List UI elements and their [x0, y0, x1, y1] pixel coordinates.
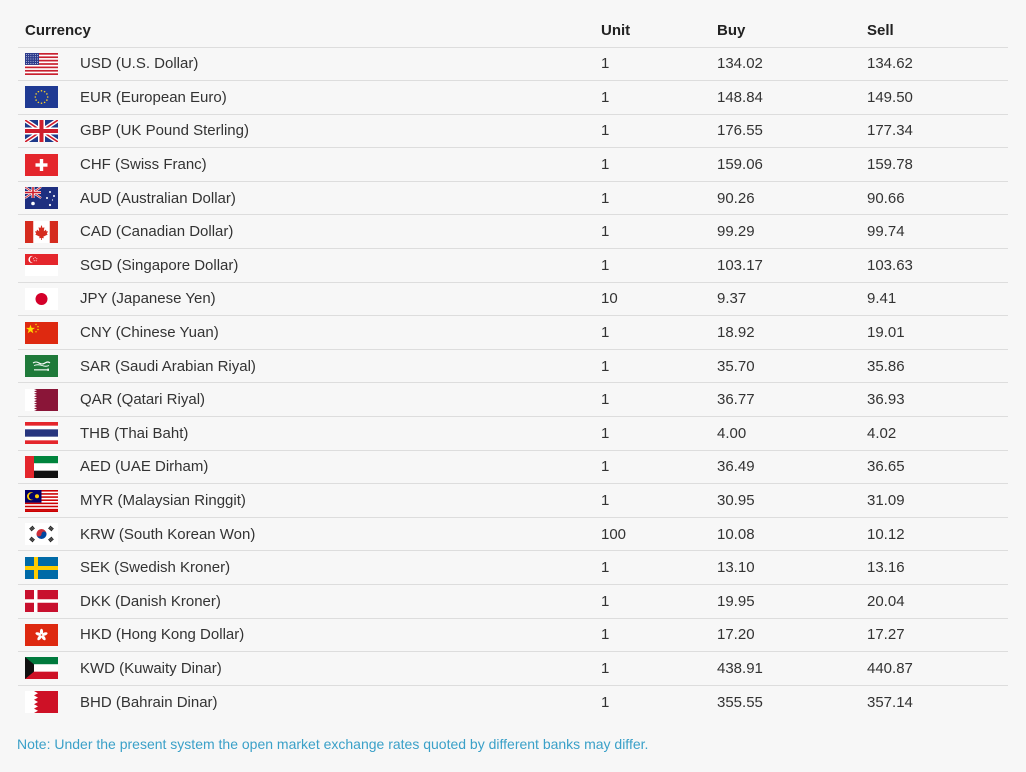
unit-cell: 10 — [594, 282, 710, 316]
buy-rate-cell: 148.84 — [710, 81, 860, 115]
currency-name: HKD (Hong Kong Dollar) — [80, 626, 245, 644]
table-row — [18, 585, 1008, 619]
table-row — [18, 484, 1008, 518]
sell-rate-cell: 36.93 — [860, 383, 1008, 417]
currency-name: AUD (Australian Dollar) — [80, 189, 236, 207]
sell-rate-cell: 9.41 — [860, 282, 1008, 316]
currency-cell — [18, 47, 594, 81]
currency-name: SGD (Singapore Dollar) — [80, 256, 239, 274]
unit-cell: 1 — [594, 148, 710, 182]
se-flag-icon — [25, 557, 58, 579]
sell-rate-cell: 99.74 — [860, 215, 1008, 249]
currency-cell — [18, 618, 594, 652]
currency-name: KWD (Kuwaity Dinar) — [80, 659, 222, 677]
unit-cell: 1 — [594, 383, 710, 417]
table-header-row — [18, 14, 1008, 47]
unit-cell: 1 — [594, 181, 710, 215]
unit-cell: 1 — [594, 349, 710, 383]
unit-cell: 1 — [594, 618, 710, 652]
kr-flag-icon — [25, 523, 58, 545]
table-row — [18, 685, 1008, 719]
currency-name: MYR (Malaysian Ringgit) — [80, 492, 246, 510]
currency-name: JPY (Japanese Yen) — [80, 290, 216, 308]
header-currency: Currency — [18, 14, 594, 47]
buy-rate-cell: 90.26 — [710, 181, 860, 215]
currency-name: CNY (Chinese Yuan) — [80, 324, 219, 342]
unit-cell: 1 — [601, 693, 610, 711]
unit-cell: 1 — [594, 585, 710, 619]
buy-rate-cell: 103.17 — [710, 249, 860, 283]
sell-rate-cell: 13.16 — [860, 551, 1008, 585]
bh-flag-icon — [25, 691, 58, 713]
unit-cell: 1 — [594, 47, 710, 81]
sell-rate-cell: 35.86 — [860, 349, 1008, 383]
buy-rate-cell: 355.55 — [717, 693, 763, 711]
currency-cell — [18, 349, 594, 383]
table-row — [18, 181, 1008, 215]
disclaimer-note: Note: Under the present system the open market exchange rates quoted by different banks may differ. — [17, 736, 649, 752]
currency-name: SAR (Saudi Arabian Riyal) — [80, 357, 256, 375]
table-row — [18, 148, 1008, 182]
currency-cell — [18, 81, 594, 115]
currency-cell — [18, 517, 594, 551]
unit-cell: 1 — [594, 450, 710, 484]
currency-name: KRW (South Korean Won) — [80, 525, 256, 543]
currency-name: DKK (Danish Kroner) — [80, 592, 221, 610]
sell-rate-cell: 36.65 — [860, 450, 1008, 484]
currency-cell — [18, 282, 594, 316]
currency-cell — [18, 484, 594, 518]
table-row — [18, 47, 1008, 81]
sell-rate-cell: 17.27 — [860, 618, 1008, 652]
exchange-rate-table-wrapper — [18, 14, 1008, 719]
buy-rate-cell: 17.20 — [710, 618, 860, 652]
unit-cell: 1 — [594, 417, 710, 451]
buy-rate-cell: 36.77 — [710, 383, 860, 417]
currency-cell — [18, 249, 594, 283]
ca-flag-icon — [25, 221, 58, 243]
unit-cell: 1 — [594, 652, 710, 686]
sell-rate-cell: 103.63 — [860, 249, 1008, 283]
gb-flag-icon — [25, 120, 58, 142]
table-row — [18, 417, 1008, 451]
my-flag-icon — [25, 490, 58, 512]
buy-rate-cell: 36.49 — [710, 450, 860, 484]
currency-cell — [18, 685, 594, 719]
unit-cell: 100 — [594, 517, 710, 551]
buy-rate-cell: 19.95 — [710, 585, 860, 619]
buy-rate-cell: 13.10 — [710, 551, 860, 585]
sell-rate-cell: 20.04 — [860, 585, 1008, 619]
exchange-rate-table — [18, 14, 1008, 719]
currency-name: AED (UAE Dirham) — [80, 458, 209, 476]
currency-cell — [18, 148, 594, 182]
currency-name: USD (U.S. Dollar) — [80, 55, 199, 73]
table-row — [18, 81, 1008, 115]
currency-cell — [18, 181, 594, 215]
buy-rate-cell: 30.95 — [710, 484, 860, 518]
us-flag-icon — [25, 53, 58, 75]
unit-cell: 1 — [594, 484, 710, 518]
sell-rate-cell: 19.01 — [860, 316, 1008, 350]
qa-flag-icon — [25, 389, 58, 411]
unit-cell: 1 — [594, 249, 710, 283]
buy-rate-cell: 134.02 — [710, 47, 860, 81]
sa-flag-icon — [25, 355, 58, 377]
sell-rate-cell: 4.02 — [860, 417, 1008, 451]
cn-flag-icon — [25, 322, 58, 344]
buy-rate-cell: 18.92 — [710, 316, 860, 350]
buy-rate-cell: 4.00 — [710, 417, 860, 451]
ch-flag-icon — [25, 154, 58, 176]
table-row — [18, 618, 1008, 652]
currency-cell — [18, 215, 594, 249]
unit-cell: 1 — [594, 215, 710, 249]
buy-rate-cell: 176.55 — [710, 114, 860, 148]
au-flag-icon — [25, 187, 58, 209]
buy-rate-cell: 159.06 — [710, 148, 860, 182]
sell-rate-cell: 357.14 — [867, 693, 913, 711]
table-row — [18, 383, 1008, 417]
jp-flag-icon — [25, 288, 58, 310]
currency-name: SEK (Swedish Kroner) — [80, 559, 231, 577]
currency-cell — [18, 450, 594, 484]
unit-cell: 1 — [594, 81, 710, 115]
buy-rate-cell: 99.29 — [710, 215, 860, 249]
buy-rate-cell: 10.08 — [710, 517, 860, 551]
header-unit: Unit — [594, 14, 710, 47]
table-row — [18, 517, 1008, 551]
sell-rate-cell: 440.87 — [860, 652, 1008, 686]
th-flag-icon — [25, 422, 58, 444]
table-row — [18, 316, 1008, 350]
currency-cell — [18, 585, 594, 619]
eu-flag-icon — [25, 86, 58, 108]
currency-name: EUR (European Euro) — [80, 88, 227, 106]
unit-cell: 1 — [594, 316, 710, 350]
table-row — [18, 249, 1008, 283]
table-row — [18, 215, 1008, 249]
kw-flag-icon — [25, 657, 58, 679]
sg-flag-icon — [25, 254, 58, 276]
currency-name: QAR (Qatari Riyal) — [80, 391, 206, 409]
currency-cell — [18, 551, 594, 585]
sell-rate-cell: 134.62 — [860, 47, 1008, 81]
table-row — [18, 551, 1008, 585]
currency-name: CAD (Canadian Dollar) — [80, 223, 234, 241]
sell-rate-cell: 10.12 — [860, 517, 1008, 551]
sell-rate-cell: 31.09 — [860, 484, 1008, 518]
sell-rate-cell: 149.50 — [860, 81, 1008, 115]
currency-name: THB (Thai Baht) — [80, 424, 189, 442]
currency-name: BHD (Bahrain Dinar) — [80, 693, 218, 711]
currency-cell — [18, 652, 594, 686]
currency-cell — [18, 417, 594, 451]
ae-flag-icon — [25, 456, 58, 478]
sell-rate-cell: 177.34 — [860, 114, 1008, 148]
unit-cell: 1 — [594, 114, 710, 148]
unit-cell: 1 — [594, 551, 710, 585]
buy-rate-cell: 9.37 — [710, 282, 860, 316]
sell-rate-cell: 90.66 — [860, 181, 1008, 215]
table-row — [18, 114, 1008, 148]
currency-cell — [18, 383, 594, 417]
table-row — [18, 652, 1008, 686]
hk-flag-icon — [25, 624, 58, 646]
currency-name: CHF (Swiss Franc) — [80, 156, 207, 174]
currency-cell — [18, 114, 594, 148]
buy-rate-cell: 438.91 — [710, 652, 860, 686]
table-row — [18, 450, 1008, 484]
header-sell: Sell — [860, 14, 1008, 47]
dk-flag-icon — [25, 590, 58, 612]
table-row — [18, 349, 1008, 383]
currency-name: GBP (UK Pound Sterling) — [80, 122, 249, 140]
header-buy: Buy — [710, 14, 860, 47]
buy-rate-cell: 35.70 — [710, 349, 860, 383]
currency-cell — [18, 316, 594, 350]
table-row — [18, 282, 1008, 316]
sell-rate-cell: 159.78 — [860, 148, 1008, 182]
